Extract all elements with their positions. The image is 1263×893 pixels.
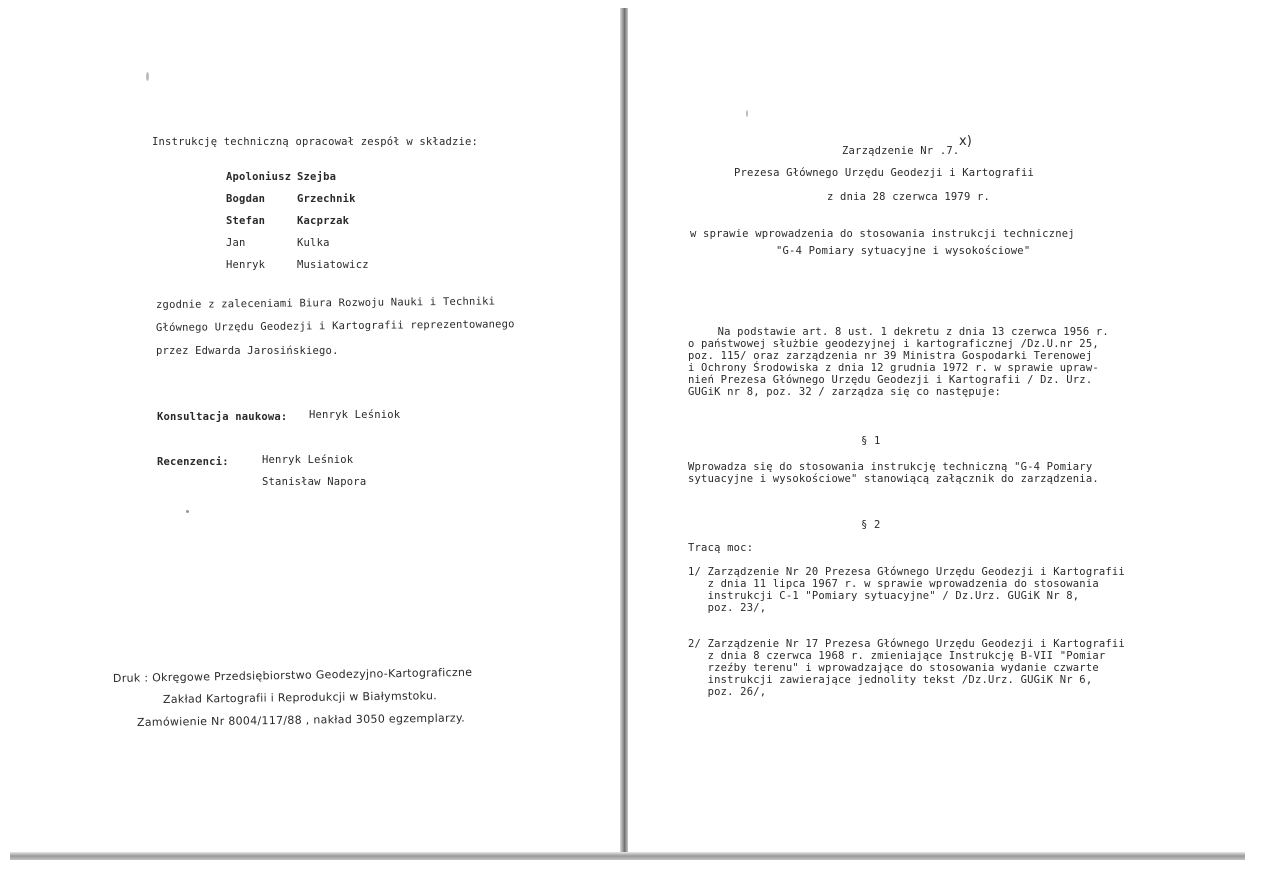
team-member-last-name: Szejba	[297, 171, 337, 183]
item-2-line: rzeźby terenu" i wprowadzające do stosowania wydanie czwarte	[688, 662, 1099, 674]
ink-speck	[746, 110, 748, 117]
item-1-line: poz. 23/,	[688, 602, 767, 614]
preamble-line: poz. 115/ oraz zarządzenia nr 39 Ministra Gospodarki Terenowej	[688, 350, 1093, 362]
order-date: z dnia 28 czerwca 1979 r.	[827, 191, 991, 203]
item-2-line: 2/ Zarządzenie Nr 17 Prezesa Głównego Urzędu Geodezji i Kartografii	[688, 638, 1125, 650]
print-info-line: Druk : Okręgowe Przedsiębiorstwo Geodezyjno-Kartograficzne	[112, 665, 473, 685]
recommendation-line: przez Edwarda Jarosińskiego.	[156, 345, 339, 357]
section-2-heading: § 2	[861, 519, 881, 531]
item-1-line: 1/ Zarządzenie Nr 20 Prezesa Głównego Urzędu Geodezji i Kartografii	[688, 566, 1125, 578]
preamble-line: o państwowej służbie geodezyjnej i kartograficznej /Dz.U.nr 25,	[688, 338, 1099, 350]
ink-speck	[186, 510, 189, 513]
team-member-first-name: Stefan	[226, 215, 266, 227]
preamble-line: GUGiK nr 8, poz. 32 / zarządza się co następuje:	[688, 386, 1002, 398]
recommendation-line: Głównego Urzędu Geodezji i Kartografii reprezentowanego	[155, 318, 515, 334]
reviewer-name: Stanisław Napora	[262, 476, 367, 488]
section-1-heading: § 1	[861, 435, 881, 447]
right-page	[626, 0, 1263, 893]
preamble-line: i Ochrony Środowiska z dnia 12 grudnia 1972 r. w sprawie upraw-	[688, 362, 1099, 374]
item-1-line: z dnia 11 lipca 1967 r. w sprawie wprowadzenia do stosowania	[688, 578, 1099, 590]
order-subject-line: w sprawie wprowadzenia do stosowania instrukcji technicznej	[690, 228, 1075, 240]
section-1-line: sytuacyjne i wysokościowe" stanowiącą załącznik do zarządzenia.	[688, 473, 1099, 485]
team-member-first-name: Jan	[226, 237, 246, 249]
order-issuer: Prezesa Głównego Urzędu Geodezji i Kartografii	[734, 167, 1034, 179]
print-info-line: Zamówienie Nr 8004/117/88 , nakład 3050 egzemplarzy.	[136, 711, 466, 729]
team-member-first-name: Henryk	[226, 259, 266, 271]
lose-effect-label: Tracą moc:	[688, 542, 754, 554]
team-member-last-name: Kacprzak	[297, 215, 350, 227]
team-member-last-name: Kulka	[297, 237, 330, 249]
recommendation-line: zgodnie z zaleceniami Biura Rozwoju Nauki i Techniki	[155, 295, 496, 311]
team-member-last-name: Musiatowicz	[297, 259, 369, 271]
order-subject-line: "G-4 Pomiary sytuacyjne i wysokościowe"	[776, 245, 1031, 257]
team-member-first-name: Bogdan	[226, 193, 266, 205]
preamble-line: Na podstawie art. 8 ust. 1 dekretu z dnia 13 czerwca 1956 r.	[685, 326, 1109, 338]
item-1-line: instrukcji C-1 "Pomiary sytuacyjne" / Dz.Urz. GUGiK Nr 8,	[688, 590, 1080, 602]
footnote-mark: x)	[959, 134, 972, 149]
reviewer-name: Henryk Leśniok	[262, 454, 354, 466]
order-title: Zarządzenie Nr .7.	[842, 145, 960, 157]
team-heading: Instrukcję techniczną opracował zespół w składzie:	[152, 136, 479, 148]
consultation-label: Konsultacja naukowa:	[157, 411, 288, 423]
team-member-first-name: Apoloniusz	[226, 171, 292, 183]
reviewers-label: Recenzenci:	[157, 456, 229, 468]
preamble-line: nień Prezesa Głównego Urzędu Geodezji i Kartografii / Dz. Urz.	[688, 374, 1093, 386]
ink-speck	[146, 72, 149, 81]
consultation-name: Henryk Leśniok	[309, 409, 401, 421]
print-info-line: Zakład Kartografii i Reprodukcji w Białymstoku.	[162, 689, 438, 706]
left-page	[0, 0, 622, 893]
team-member-last-name: Grzechnik	[297, 193, 356, 205]
item-2-line: poz. 26/,	[688, 686, 767, 698]
section-1-line: Wprowadza się do stosowania instrukcję techniczną "G-4 Pomiary	[688, 461, 1093, 473]
item-2-line: z dnia 8 czerwca 1968 r. zmieniające Instrukcję B-VII "Pomiar	[688, 650, 1106, 662]
item-2-line: instrukcji zawierające jednolity tekst /Dz.Urz. GUGiK Nr 6,	[688, 674, 1093, 686]
